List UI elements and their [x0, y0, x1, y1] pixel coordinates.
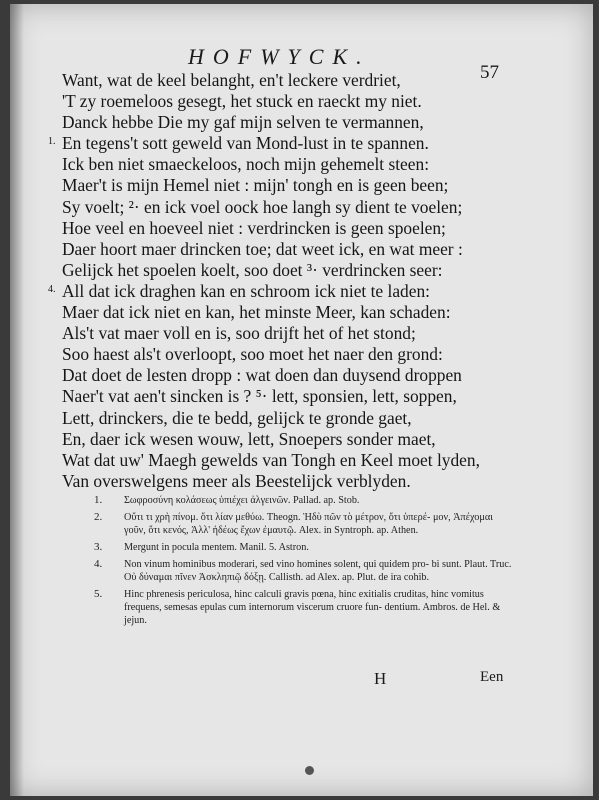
- footnote-number: 3.: [94, 541, 103, 553]
- poem-line: [62, 323, 522, 344]
- footnote-number: 5.: [94, 588, 103, 600]
- footnote: [94, 558, 514, 584]
- footnotes: [94, 494, 514, 631]
- poem-line: [62, 344, 522, 365]
- margin-note-marker: 1.: [48, 136, 56, 148]
- poem-body: [48, 70, 522, 492]
- poem-line: [48, 280, 522, 302]
- poem-line-text: 'T zy roemeloos gesegt, het stuck en raeckt my niet.: [62, 91, 422, 112]
- running-title: HOFWYCK.: [188, 44, 371, 69]
- footnote-text: Non vinum hominibus moderari, sed vino homines solent, qui quidem pro- bi sunt. Plaut. Truc. Οὐ δύναμαι πῖνεν Ἀσκληπιῷ δόξῃ. Callisth. ad Alex. ap. Plut. de ira cohib.: [124, 559, 512, 583]
- poem-line: [62, 260, 522, 281]
- poem-line-text: Als't vat maer voll en is, soo drijft het of het stond;: [62, 323, 416, 344]
- poem-line: [62, 197, 522, 218]
- poem-line: [62, 91, 522, 112]
- poem-line: [62, 450, 522, 471]
- poem-line-text: Danck hebbe Die my gaf mijn selven te vermannen,: [62, 112, 424, 133]
- poem-line: [62, 218, 522, 239]
- poem-line-text: Dat doet de lesten dropp : wat doen dan duysend droppen: [62, 365, 462, 386]
- catchword: Een: [480, 669, 504, 685]
- footnote: [94, 511, 514, 537]
- poem-line-text: Van overswelgens meer als Beestelijck verblyden.: [62, 470, 411, 491]
- poem-line-text: Daer hoort maer drincken toe; dat weet ick, en wat meer :: [62, 238, 463, 259]
- poem-line-text: Ick ben niet smaeckeloos, noch mijn gehemelt steen:: [62, 154, 430, 175]
- poem-line-text: Soo haest als't overloopt, soo moet het naer den grond:: [62, 344, 443, 365]
- poem-line: [62, 239, 522, 260]
- poem-line-text: Gelijck het spoelen koelt, soo doet ³· verdrincken seer:: [62, 259, 443, 280]
- poem-line: [62, 175, 522, 196]
- poem-line-text: Lett, drinckers, die te bedd, gelijck te gronde gaet,: [62, 407, 412, 428]
- poem-line-text: Maer't is mijn Hemel niet : mijn' tongh en is geen been;: [62, 175, 449, 196]
- page-blemish: [305, 766, 314, 775]
- poem-line: [62, 154, 522, 175]
- poem-line-text: Maer dat ick niet en kan, het minste Meer, kan schaden:: [62, 302, 451, 323]
- poem-line-text: Want, wat de keel belanght, en't leckere verdriet,: [62, 70, 401, 90]
- footnote: [94, 494, 514, 507]
- poem-line: [62, 386, 522, 407]
- book-page: [10, 4, 593, 796]
- poem-line: [62, 112, 522, 133]
- poem-line: [62, 408, 522, 429]
- footnote-number: 2.: [94, 511, 103, 523]
- poem-line-text: Hoe veel en hoeveel niet : verdrincken is geen spoelen;: [62, 217, 446, 238]
- poem-line: [48, 133, 522, 154]
- poem-line-text: All dat ick draghen kan en schroom ick niet te laden:: [62, 280, 430, 301]
- poem-line: [62, 302, 522, 323]
- footnote-text: Hinc phrenesis periculosa, hinc calculi gravis pœna, hinc exitialis cruditas, hinc vomitus frequens, semesas epulas cum internorum viscerum cruore fun- dentium. Ambros. de Hel. & jejun.: [124, 589, 501, 626]
- footnote-text: Mergunt in pocula mentem. Manil. 5. Astron.: [124, 542, 309, 553]
- poem-line: [62, 471, 522, 492]
- footnote: [94, 541, 514, 554]
- poem-line-text: Sy voelt; ²· en ick voel oock hoe langh sy dient te voelen;: [62, 196, 463, 217]
- footnote-text: Οὔτι τι χρὴ πίνομ. ὅτι λίαν μεθύω. Theogn. Ἡδὺ πῶν τὸ μέτρον, ὅτι ὑπερέ- μον, Ἀπέχομαι γοῦν, ὅτι κενός, Ἀλλ' ἡδέως ἔχων ἐμαυτῷ. Alex. in Syntroph. ap. Athen.: [124, 512, 493, 536]
- footnote-number: 1.: [94, 494, 103, 506]
- poem-line-text: En, daer ick wesen wouw, lett, Snoepers sonder maet,: [62, 428, 436, 449]
- signature-mark: H: [374, 669, 387, 688]
- page-number: 57: [480, 62, 499, 83]
- footnote-number: 4.: [94, 558, 103, 570]
- footnote: [94, 588, 514, 627]
- poem-line-text: Naer't vat aen't sincken is ? ⁵· lett, sponsien, lett, soppen,: [62, 386, 457, 407]
- margin-note-marker: 4.: [48, 283, 56, 295]
- poem-line: [62, 429, 522, 450]
- poem-line: [62, 365, 522, 386]
- gutter-shadow: [10, 4, 24, 796]
- poem-line-text: En tegens't sott geweld van Mond-lust in te spannen.: [62, 133, 429, 154]
- poem-line-text: Wat dat uw' Maegh gewelds van Tongh en Keel moet lyden,: [62, 449, 480, 470]
- poem-line: [62, 70, 522, 91]
- footnote-text: Σωφροσύνη κολάσεως ὑπιέχει ἀλγεινῶν. Pallad. ap. Stob.: [124, 495, 360, 506]
